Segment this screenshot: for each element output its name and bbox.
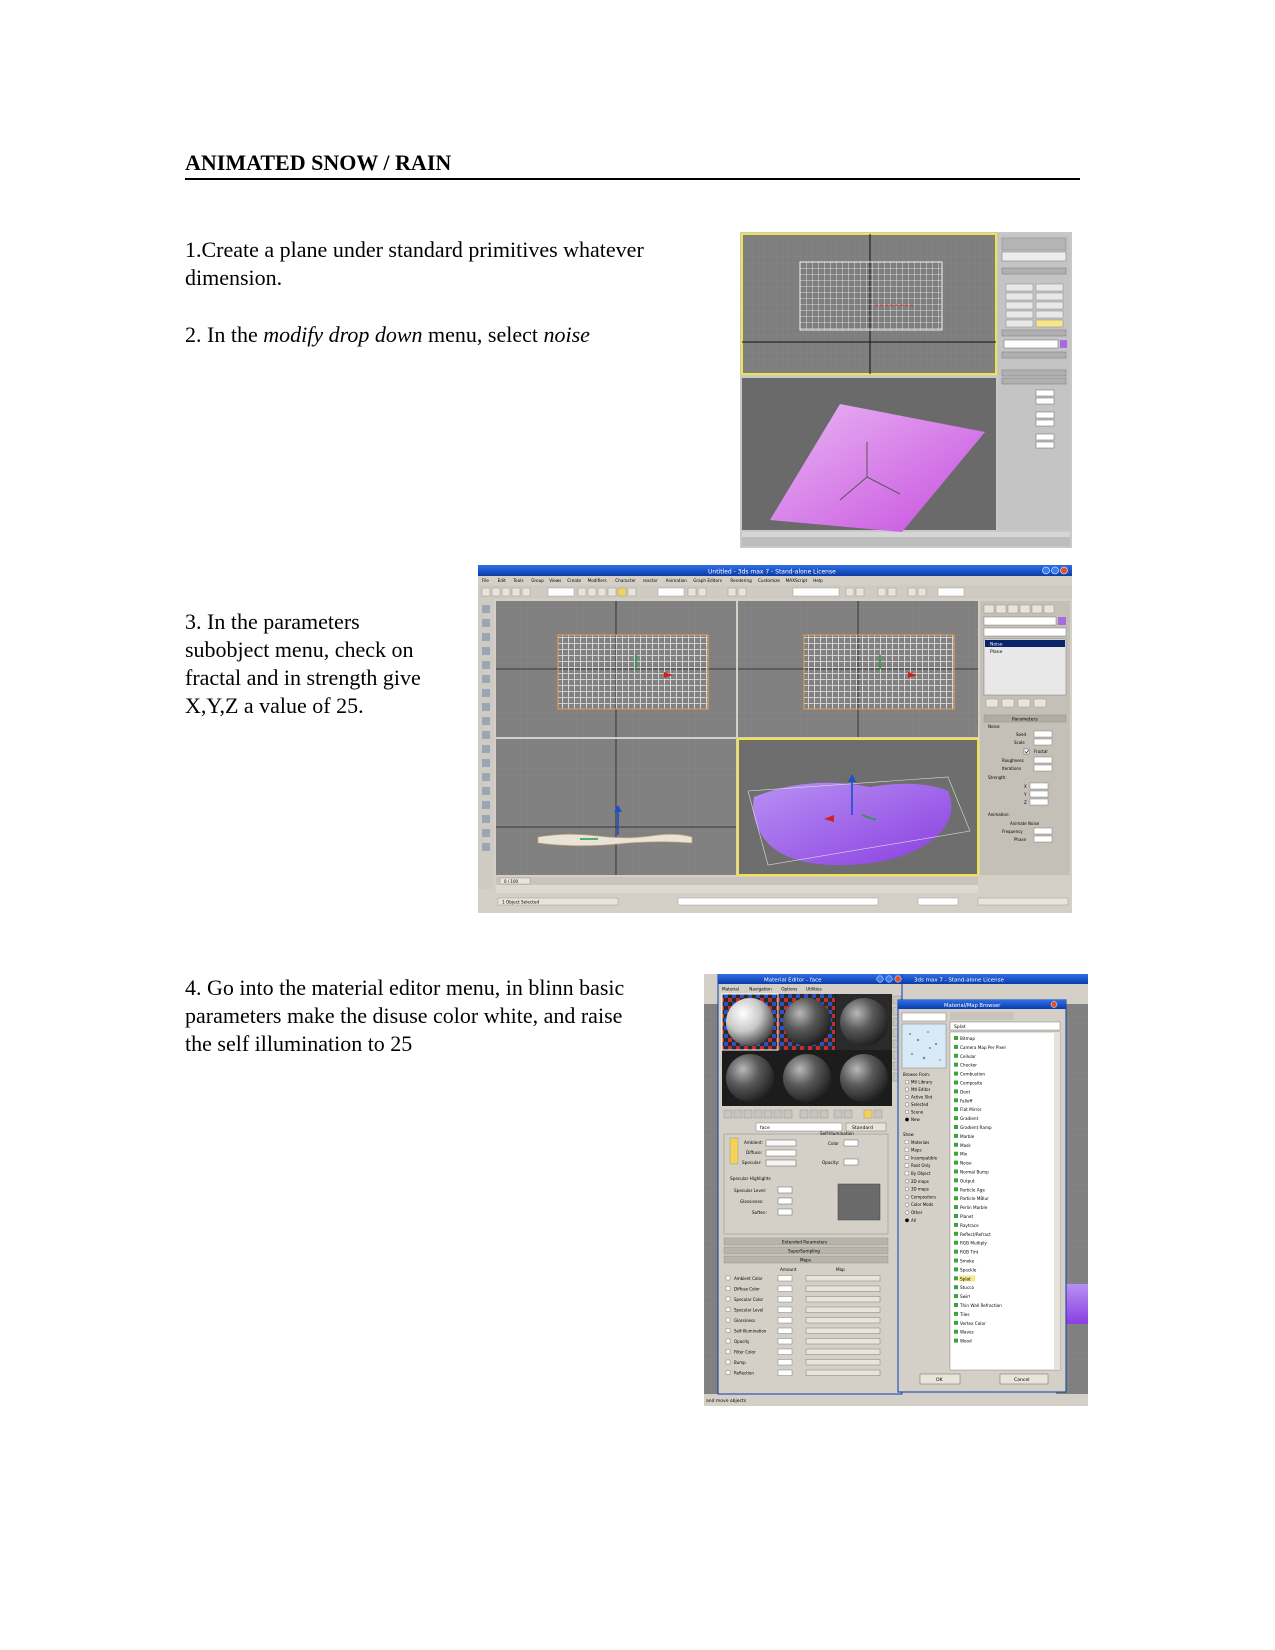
- map-type-icon: [954, 1089, 958, 1093]
- menu-item-maxscript[interactable]: MAXScript: [785, 578, 808, 583]
- step-3-line-2: subobject menu, check on: [185, 637, 414, 662]
- opacity-label: Opacity:: [822, 1160, 840, 1165]
- map-list-item[interactable]: Gradient: [960, 1116, 979, 1122]
- map-slot-button[interactable]: [806, 1349, 880, 1355]
- map-type-icon: [954, 1285, 958, 1289]
- map-type-icon: [954, 1214, 958, 1218]
- step-4-line-3: the self illumination to 25: [185, 1031, 413, 1056]
- background-window-title: 3ds max 7 - Stand-alone License: [914, 977, 1004, 984]
- map-type-icon: [954, 1036, 958, 1040]
- browse-from-option[interactable]: New: [911, 1117, 920, 1122]
- ok-button[interactable]: OK: [936, 1378, 943, 1383]
- z-label: Z: [1024, 800, 1027, 805]
- browse-from-radio[interactable]: [905, 1118, 909, 1122]
- map-list-item[interactable]: Normal Bump: [960, 1169, 989, 1175]
- map-enable-checkbox[interactable]: [726, 1308, 730, 1312]
- menu-item-create[interactable]: Create: [567, 578, 582, 583]
- map-type-icon: [954, 1267, 958, 1271]
- map-amount-field[interactable]: [778, 1276, 792, 1282]
- map-list-item[interactable]: Mask: [960, 1142, 971, 1148]
- step-1-line-2: dimension.: [185, 265, 283, 290]
- step-3-line-3: fractal and in strength give: [185, 665, 421, 690]
- screenshot-material-editor: [704, 974, 1088, 1406]
- map-type-icon: [954, 1072, 958, 1076]
- status-selected: 1 Object Selected: [502, 899, 540, 905]
- map-slot-button[interactable]: [806, 1370, 880, 1376]
- material-editor-title: Material Editor - face: [764, 977, 822, 984]
- step-2-pre: 2. In the: [185, 322, 264, 347]
- cancel-button[interactable]: Cancel: [1014, 1378, 1030, 1383]
- self-illumination-label: Self-Illumination: [820, 1131, 854, 1136]
- map-amount-field[interactable]: [778, 1297, 792, 1303]
- map-type-icon: [954, 1045, 958, 1049]
- menu-item-customize[interactable]: Customize: [758, 578, 780, 583]
- ambient-label: Ambient:: [744, 1140, 764, 1145]
- screenshot-noise-modifier: [478, 565, 1072, 913]
- map-amount-field[interactable]: [778, 1370, 792, 1376]
- map-slot-label: Opacity: [734, 1339, 750, 1344]
- editor-menu-options[interactable]: Options: [781, 986, 798, 992]
- scale-label: Scale: [1014, 740, 1025, 745]
- map-amount-field[interactable]: [778, 1360, 792, 1366]
- material-name-field[interactable]: face: [760, 1126, 770, 1131]
- map-type-icon: [954, 1178, 958, 1182]
- map-list-item[interactable]: Marble: [960, 1133, 975, 1139]
- map-type-icon: [954, 1339, 958, 1343]
- map-list-item[interactable]: Noise: [960, 1160, 972, 1166]
- map-list-item[interactable]: Bitmap: [960, 1036, 975, 1041]
- map-enable-checkbox[interactable]: [726, 1297, 730, 1301]
- map-type-icon: [954, 1107, 958, 1111]
- step-3-line-1: 3. In the parameters: [185, 609, 360, 634]
- diffuse-label: Diffuse:: [746, 1150, 763, 1155]
- map-type-icon: [954, 1321, 958, 1325]
- browse-from-option[interactable]: Active Slot: [911, 1094, 933, 1100]
- menu-item-help[interactable]: Help: [813, 578, 823, 583]
- frequency-label: Frequency: [1002, 829, 1023, 834]
- map-amount-field[interactable]: [778, 1339, 792, 1345]
- map-list-item[interactable]: Particle Age: [960, 1187, 985, 1193]
- roughness-label: Roughness: [1002, 758, 1024, 763]
- specular-label: Specular:: [742, 1160, 762, 1165]
- map-type-icon: [954, 1303, 958, 1307]
- status-hint: and move objects: [706, 1399, 747, 1404]
- map-enable-checkbox[interactable]: [726, 1350, 730, 1354]
- browse-from-option[interactable]: Mtl Library: [911, 1079, 933, 1085]
- map-slot-label: Specular Level: [734, 1307, 764, 1313]
- step-3: [185, 608, 421, 720]
- extended-parameters-rollout[interactable]: Extended Parameters: [782, 1239, 828, 1245]
- show-option[interactable]: Color Mods: [911, 1202, 934, 1208]
- step-2-emphasis-2: noise: [543, 322, 590, 347]
- map-type-icon: [954, 1134, 958, 1138]
- map-list-item[interactable]: RGB Multiply: [960, 1240, 987, 1246]
- menu-item-group[interactable]: Group: [531, 578, 544, 583]
- map-type-icon: [954, 1161, 958, 1165]
- show-checkbox[interactable]: [905, 1171, 909, 1175]
- map-list-item[interactable]: Raytrace: [960, 1222, 979, 1228]
- strength-label: Strength:: [988, 775, 1007, 780]
- map-slot-button[interactable]: [806, 1286, 880, 1292]
- browse-from-option[interactable]: Selected: [911, 1102, 929, 1107]
- map-list-item[interactable]: Falloff: [960, 1098, 973, 1104]
- map-slot-label: Specular Color: [734, 1297, 764, 1302]
- phase-label: Phase: [1014, 837, 1026, 842]
- self-illum-color-label: Color: [828, 1141, 839, 1146]
- animate-noise-label: Animate Noise: [1010, 821, 1040, 826]
- supersampling-rollout[interactable]: SuperSampling: [788, 1248, 820, 1254]
- map-slot-button[interactable]: [806, 1307, 880, 1313]
- map-type-icon: [954, 1125, 958, 1129]
- maps-amount-header: Amount: [780, 1267, 797, 1272]
- map-slot-button[interactable]: [806, 1328, 880, 1334]
- show-checkbox[interactable]: [905, 1156, 909, 1160]
- map-slot-label: Diffuse Color: [734, 1286, 760, 1292]
- map-slot-label: Glossiness: [734, 1318, 756, 1323]
- show-option[interactable]: Root Only: [911, 1163, 931, 1169]
- map-type-icon: [954, 1276, 958, 1280]
- map-type-icon: [954, 1223, 958, 1227]
- map-slot-button[interactable]: [806, 1297, 880, 1303]
- map-enable-checkbox[interactable]: [726, 1276, 730, 1280]
- step-4-line-1: 4. Go into the material editor menu, in blinn basic: [185, 975, 625, 1000]
- map-amount-field[interactable]: [778, 1349, 792, 1355]
- show-radio[interactable]: [905, 1187, 909, 1191]
- menu-item-edit[interactable]: Edit: [497, 578, 506, 583]
- map-list-item[interactable]: Checker: [960, 1062, 978, 1068]
- show-option[interactable]: Other: [911, 1210, 923, 1215]
- page-title: ANIMATED SNOW / RAIN: [185, 150, 1080, 180]
- show-checkbox[interactable]: [905, 1164, 909, 1168]
- menu-item-animation[interactable]: Animation: [665, 578, 687, 583]
- map-list-item[interactable]: Speckle: [960, 1267, 977, 1273]
- menu-item-graph-editors[interactable]: Graph Editors: [693, 578, 722, 583]
- map-list-item[interactable]: Gradient Ramp: [960, 1125, 992, 1130]
- map-type-icon: [954, 1330, 958, 1334]
- map-list-item[interactable]: Perlin Marble: [960, 1205, 988, 1211]
- map-type-icon: [954, 1250, 958, 1254]
- map-type-icon: [954, 1143, 958, 1147]
- map-type-icon: [954, 1312, 958, 1316]
- show-radio[interactable]: [905, 1203, 909, 1207]
- show-option[interactable]: Incompatible: [911, 1155, 938, 1161]
- show-option[interactable]: 2D maps: [911, 1178, 929, 1184]
- map-slot-button[interactable]: [806, 1360, 880, 1366]
- map-list-item[interactable]: Composite: [960, 1080, 983, 1086]
- browse-from-radio[interactable]: [905, 1103, 909, 1107]
- browse-from-radio[interactable]: [905, 1080, 909, 1084]
- show-radio[interactable]: [905, 1211, 909, 1215]
- specular-highlights-label: Specular Highlights: [730, 1176, 771, 1181]
- map-list-item[interactable]: RGB Tint: [960, 1249, 979, 1255]
- browse-from-radio[interactable]: [905, 1095, 909, 1099]
- show-checkbox[interactable]: [905, 1148, 909, 1152]
- map-type-icon: [954, 1294, 958, 1298]
- map-list-item[interactable]: Waves: [960, 1329, 974, 1335]
- step-3-line-4: X,Y,Z a value of 25.: [185, 693, 364, 718]
- map-list-item[interactable]: Mix: [960, 1151, 968, 1157]
- map-amount-field[interactable]: [778, 1307, 792, 1313]
- step-1-line-1: 1.Create a plane under standard primitives whatever: [185, 237, 644, 262]
- map-list-item[interactable]: Reflect/Refract: [960, 1231, 991, 1237]
- browse-from-radio[interactable]: [905, 1110, 909, 1114]
- step-1: [185, 236, 644, 292]
- show-option[interactable]: All: [911, 1217, 916, 1223]
- map-type-icon: [954, 1098, 958, 1102]
- screenshot-plane-creation: [740, 232, 1072, 548]
- map-type-icon: [954, 1259, 958, 1263]
- map-list-item[interactable]: Planet: [960, 1214, 974, 1219]
- step-4: [185, 974, 624, 1058]
- browse-from-label: Browse From:: [903, 1072, 931, 1077]
- show-checkbox[interactable]: [905, 1140, 909, 1144]
- map-list-item[interactable]: Wood: [960, 1338, 972, 1344]
- show-option[interactable]: 3D maps: [911, 1186, 929, 1192]
- step-4-line-2: parameters make the disuse color white, and raise: [185, 1003, 623, 1028]
- seed-label: Seed: [1016, 732, 1026, 737]
- x-label: X: [1024, 784, 1027, 789]
- editor-menu-navigation[interactable]: Navigation: [749, 986, 772, 992]
- specular-level-label: Specular Level:: [734, 1188, 767, 1193]
- menu-item-views[interactable]: Views: [549, 578, 562, 583]
- browser-title: Material/Map Browser: [944, 1003, 1001, 1009]
- map-type-icon: [954, 1170, 958, 1174]
- map-slot-label: Self-Illumination: [734, 1328, 767, 1334]
- map-list-item[interactable]: Combustion: [960, 1071, 986, 1077]
- animation-label: Animation:: [988, 812, 1010, 817]
- map-list-item[interactable]: Stucco: [960, 1285, 975, 1291]
- map-slot-button[interactable]: [806, 1276, 880, 1282]
- map-enable-checkbox[interactable]: [726, 1339, 730, 1343]
- show-option[interactable]: Materials: [911, 1139, 930, 1145]
- show-radio[interactable]: [905, 1180, 909, 1184]
- map-list-item[interactable]: Output: [960, 1178, 975, 1184]
- y-label: Y: [1024, 792, 1027, 797]
- browse-from-radio[interactable]: [905, 1088, 909, 1092]
- show-radio[interactable]: [905, 1219, 909, 1223]
- map-list-item[interactable]: Swirl: [960, 1294, 971, 1300]
- timeline-slider: 0 / 100: [504, 879, 519, 884]
- map-type-icon: [954, 1054, 958, 1058]
- glossiness-label: Glossiness:: [740, 1199, 764, 1204]
- material-type-button[interactable]: Standard: [852, 1126, 873, 1131]
- map-enable-checkbox[interactable]: [726, 1360, 730, 1364]
- browser-search-field[interactable]: Splat: [954, 1025, 966, 1030]
- fractal-label: Fractal: [1034, 749, 1048, 754]
- step-2-mid: menu, select: [422, 322, 544, 347]
- map-slot-label: Filter Color: [734, 1349, 756, 1355]
- menu-item-rendering[interactable]: Rendering: [730, 578, 752, 583]
- editor-menu-utilities[interactable]: Utilities: [806, 986, 822, 992]
- map-list-item[interactable]: Cellular: [960, 1053, 976, 1059]
- map-type-icon: [954, 1196, 958, 1200]
- modifier-stack-plane: Plane: [990, 650, 1003, 655]
- map-list-item[interactable]: Vertex Color: [960, 1320, 986, 1326]
- map-type-icon: [954, 1152, 958, 1156]
- map-slot-label: Reflection: [734, 1370, 754, 1376]
- map-list-item[interactable]: Camera Map Per Pixel: [960, 1044, 1006, 1050]
- show-option[interactable]: By Object: [911, 1171, 931, 1176]
- step-2: [185, 321, 590, 349]
- soften-label: Soften:: [752, 1210, 767, 1215]
- map-type-icon: [954, 1187, 958, 1191]
- browse-from-option[interactable]: Mtl Editor: [911, 1087, 931, 1092]
- show-option[interactable]: Maps: [911, 1147, 922, 1153]
- menu-item-modifiers[interactable]: Modifiers: [587, 578, 607, 583]
- step-2-emphasis-1: modify drop down: [263, 322, 423, 347]
- show-option[interactable]: Compositors: [911, 1194, 937, 1200]
- menu-item-tools[interactable]: Tools: [513, 578, 524, 583]
- map-slot-label: Ambient Color: [734, 1276, 763, 1281]
- menu-item-character[interactable]: Character: [615, 578, 636, 583]
- map-amount-field[interactable]: [778, 1286, 792, 1292]
- map-type-icon: [954, 1232, 958, 1236]
- maps-map-header: Map: [836, 1267, 845, 1272]
- map-slot-button[interactable]: [806, 1318, 880, 1324]
- map-type-icon: [954, 1241, 958, 1245]
- map-enable-checkbox[interactable]: [726, 1287, 730, 1291]
- noise-label: Noise:: [988, 724, 1001, 729]
- map-list-item[interactable]: Dent: [960, 1089, 971, 1095]
- map-enable-checkbox[interactable]: [726, 1318, 730, 1322]
- map-slot-button[interactable]: [806, 1339, 880, 1345]
- browse-from-option[interactable]: Scene: [911, 1109, 924, 1115]
- map-amount-field[interactable]: [778, 1318, 792, 1324]
- map-type-icon: [954, 1116, 958, 1120]
- map-list-item[interactable]: Flat Mirror: [960, 1107, 982, 1113]
- menu-item-reactor[interactable]: reactor: [642, 578, 658, 583]
- map-list-item[interactable]: Smoke: [960, 1258, 975, 1264]
- map-list-item[interactable]: Particle MBlur: [960, 1196, 989, 1202]
- map-list-item[interactable]: Thin Wall Refraction: [960, 1303, 1002, 1308]
- menu-item-file[interactable]: File: [482, 578, 490, 583]
- map-type-icon: [954, 1081, 958, 1085]
- show-radio[interactable]: [905, 1195, 909, 1199]
- parameters-rollout: Parameters: [1012, 717, 1038, 723]
- editor-menu-material[interactable]: Material: [722, 986, 740, 992]
- map-amount-field[interactable]: [778, 1328, 792, 1334]
- show-label: Show: [903, 1132, 914, 1137]
- map-type-icon: [954, 1063, 958, 1067]
- iterations-label: Iterations: [1002, 766, 1022, 771]
- maps-rollout[interactable]: Maps: [800, 1257, 812, 1263]
- map-enable-checkbox[interactable]: [726, 1371, 730, 1375]
- map-list-item[interactable]: Tiles: [960, 1311, 970, 1317]
- modifier-stack-noise: Noise: [990, 642, 1003, 648]
- map-enable-checkbox[interactable]: [726, 1329, 730, 1333]
- map-list-item[interactable]: Splat: [960, 1276, 971, 1282]
- window-title: Untitled - 3ds max 7 - Stand-alone License: [708, 568, 836, 576]
- map-type-icon: [954, 1205, 958, 1209]
- map-slot-label: Bump: [734, 1360, 746, 1365]
